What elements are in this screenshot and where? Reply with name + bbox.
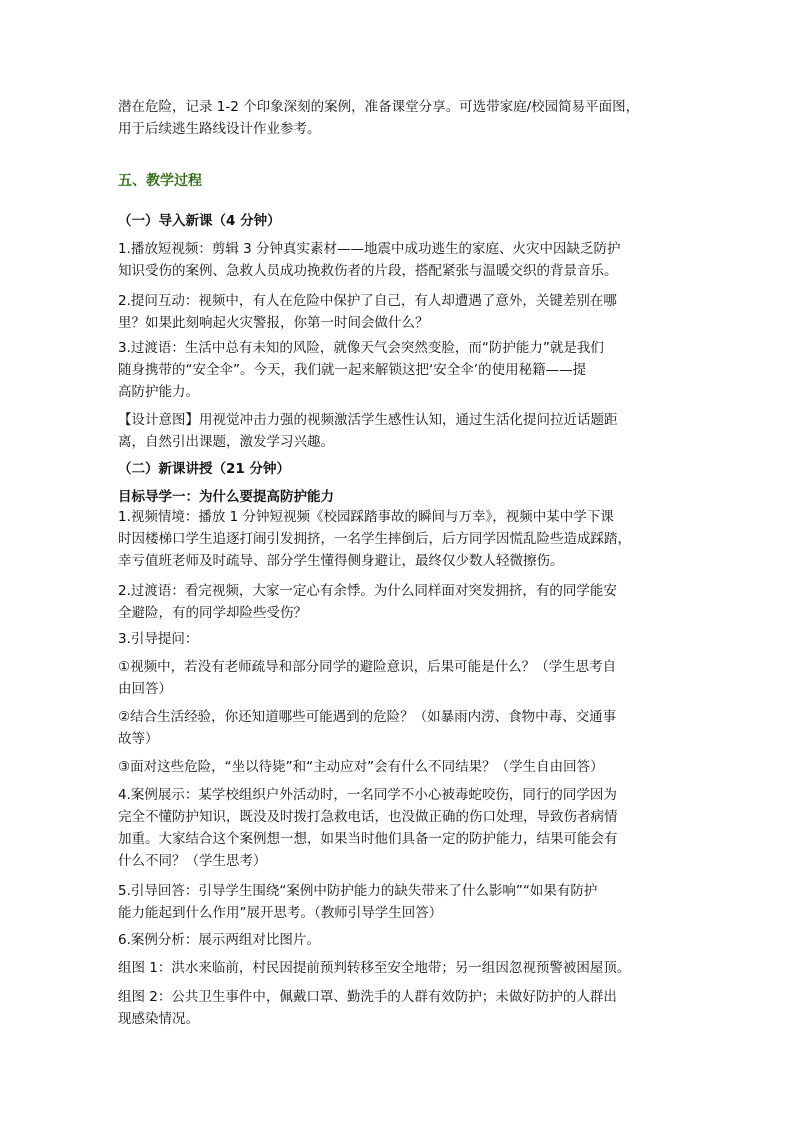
intro-line: 用于后续逃生路线设计作业参考。 xyxy=(118,121,321,137)
subheading-new-lesson: （二）新课讲授（21 分钟） xyxy=(118,461,290,477)
section-heading-five: 五、教学过程 xyxy=(118,173,202,189)
paragraph-line: 组图 1：洪水来临前，村民因提前预判转移至安全地带；另一组因忽视预警被困屋顶。 xyxy=(118,960,631,976)
paragraph-line: 现感染情况。 xyxy=(118,1011,199,1027)
paragraph-line: 2.过渡语：看完视频，大家一定心有余悸。为什么同样面对突发拥挤，有的同学能安 xyxy=(118,583,617,599)
paragraph-line: 知识受伤的案例、急救人员成功挽救伤者的片段，搭配紧张与温暖交织的背景音乐。 xyxy=(118,263,618,279)
paragraph-line: 全避险，有的同学却险些受伤？ xyxy=(118,605,307,621)
paragraph-line: 4.案例展示：某学校组织户外活动时，一名同学不小心被毒蛇咬伤，同行的同学因为 xyxy=(118,787,617,803)
paragraph-line: 什么不同？（学生思考） xyxy=(118,853,267,869)
question-line: ②结合生活经验，你还知道哪些可能遇到的危险？（如暴雨内涝、食物中毒、交通事 xyxy=(118,709,617,725)
paragraph-line: 里？如果此刻响起火灾警报，你第一时间会做什么？ xyxy=(118,315,429,331)
paragraph-line: 时因楼梯口学生追逐打闹引发拥挤，一名学生摔倒后，后方同学因慌乱险些造成踩踏， xyxy=(118,531,631,547)
paragraph-line: 高防护能力。 xyxy=(118,384,199,400)
intro-line: 潜在危险，记录 1-2 个印象深刻的案例，准备课堂分享。可选带家庭/校园简易平面图， xyxy=(118,99,640,115)
paragraph-line: 随身携带的“安全伞”。今天，我们就一起来解锁这把‘安全伞’的使用秘籍——提 xyxy=(118,362,587,378)
paragraph-line: 6.案例分析：展示两组对比图片。 xyxy=(118,932,320,948)
paragraph-line: 3.过渡语：生活中总有未知的风险，就像天气会突然变脸，而“防护能力”就是我们 xyxy=(118,340,604,356)
paragraph-line: 2.提问互动：视频中，有人在危险中保护了自己，有人却遭遇了意外，关键差别在哪 xyxy=(118,293,617,309)
question-line: 故等） xyxy=(118,731,159,747)
paragraph-line: 5.引导回答：引导学生围绕“案例中防护能力的缺失带来了什么影响”“如果有防护 xyxy=(118,883,598,899)
paragraph-line: 能力能起到什么作用”展开思考。（教师引导学生回答） xyxy=(118,905,443,921)
paragraph-line: 幸亏值班老师及时疏导、部分学生懂得侧身避让，最终仅少数人轻微擦伤。 xyxy=(118,553,564,569)
goal-heading: 目标导学一：为什么要提高防护能力 xyxy=(118,489,334,505)
paragraph-line: 加重。大家结合这个案例想一想，如果当时他们具备一定的防护能力，结果可能会有 xyxy=(118,831,618,847)
question-line: ①视频中，若没有老师疏导和部分同学的避险意识，后果可能是什么？（学生思考自 xyxy=(118,659,617,675)
question-line: ③面对这些危险，“坐以待毙”和“主动应对”会有什么不同结果？（学生自由回答） xyxy=(118,759,604,775)
subheading-import: （一）导入新课（4 分钟） xyxy=(118,213,281,229)
paragraph-line: 1.视频情境：播放 1 分钟短视频《校园踩踏事故的瞬间与万幸》，视频中某中学下课 xyxy=(118,509,614,525)
design-intent-line: 【设计意图】用视觉冲击力强的视频激活学生感性认知，通过生活化提问拉近话题距 xyxy=(118,412,618,428)
paragraph-line: 完全不懂防护知识，既没及时拨打急救电话，也没做正确的伤口处理，导致伤者病情 xyxy=(118,809,618,825)
design-intent-line: 离，自然引出课题，激发学习兴趣。 xyxy=(118,434,334,450)
paragraph-line: 3.引导提问： xyxy=(118,631,199,647)
paragraph-line: 组图 2：公共卫生事件中，佩戴口罩、勤洗手的人群有效防护；未做好防护的人群出 xyxy=(118,989,617,1005)
question-line: 由回答） xyxy=(118,681,172,697)
paragraph-line: 1.播放短视频：剪辑 3 分钟真实素材——地震中成功逃生的家庭、火灾中因缺乏防护 xyxy=(118,241,621,257)
